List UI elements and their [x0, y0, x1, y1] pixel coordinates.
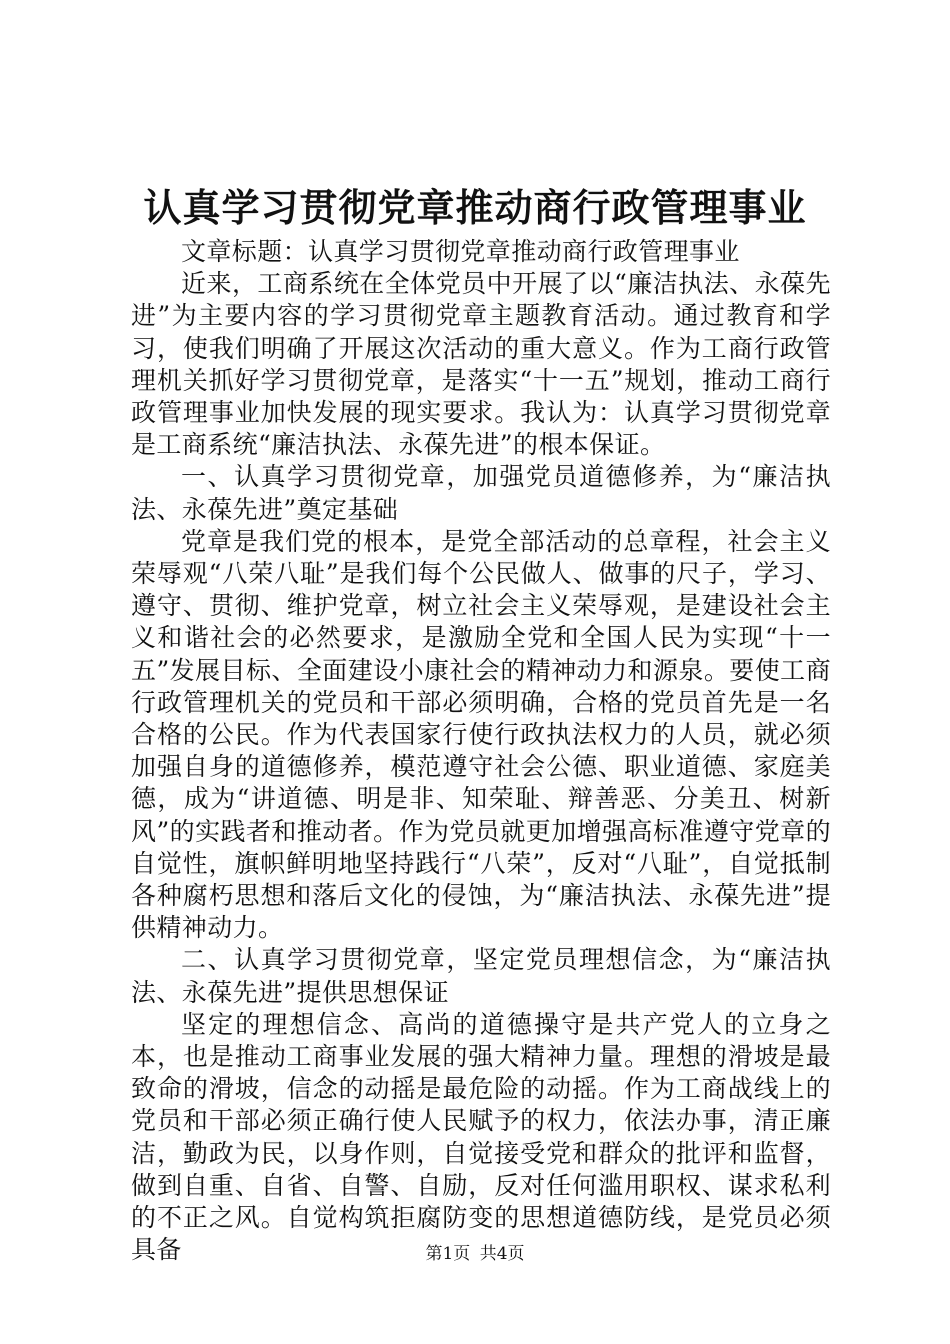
page-footer [0, 1242, 950, 1266]
section-heading-one: 一、认真学习贯彻党章，加强党员道德修养，为“廉洁执法、永葆先进”奠定基础 [131, 462, 831, 524]
section-heading-two: 二、认真学习贯彻党章，坚定党员理想信念，为“廉洁执法、永葆先进”提供思想保证 [131, 945, 831, 1007]
page-number: 第1页 [425, 1244, 471, 1264]
paragraph-section-one: 党章是我们党的根本，是党全部活动的总章程，社会主义荣辱观“八荣八耻”是我们每个公民做人、做事的尺子，学习、遵守、贯彻、维护党章，树立社会主义荣辱观，是建设社会主义和谐社会的必然要求，是激励全党和全国人民为实现“十一五”发展目标、全面建设小康社会的精神动力和源泉。要使工商行政管理机关的党员和干部必须明确，合格的党员首先是一名合格的公民。作为代表国家行使行政执法权力的人员，就必须加强自身的道德修养，模范遵守社会公德、职业道德、家庭美德，成为“讲道德、明是非、知荣耻、辩善恶、分美丑、树新风”的实践者和推动者。作为党员就更加增强高标准遵守党章的自觉性，旗帜鲜明地坚持践行“八荣”，反对“八耻”，自觉抵制各种腐朽思想和落后文化的侵蚀，为“廉洁执法、永葆先进”提供精神动力。 [131, 526, 831, 943]
paragraph-section-two: 坚定的理想信念、高尚的道德操守是共产党人的立身之本，也是推动工商事业发展的强大精神力量。理想的滑坡是最致命的滑坡，信念的动摇是最危险的动摇。作为工商战线上的党员和干部必须正确行使人民赋予的权力，依法办事，清正廉洁，勤政为民，以身作则，自觉接受党和群众的批评和监督，做到自重、自省、自警、自励，反对任何滥用职权、谋求私利的不正之风。自觉构筑拒腐防变的思想道德防线，是党员必须具备 [131, 1009, 831, 1265]
document-body [131, 236, 831, 1267]
paragraph-intro: 近来，工商系统在全体党员中开展了以“廉洁执法、永葆先进”为主要内容的学习贯彻党章主题教育活动。通过教育和学习，使我们明确了开展这次活动的重大意义。作为工商行政管理机关抓好学习贯彻党章，是落实“十一五”规划，推动工商行政管理事业加快发展的现实要求。我认为：认真学习贯彻党章是工商系统“廉洁执法、永葆先进”的根本保证。 [131, 269, 831, 460]
page-total: 共4页 [479, 1244, 525, 1264]
document-title: 认真学习贯彻党章推动商行政管理事业 [143, 185, 807, 230]
article-heading-line: 文章标题：认真学习贯彻党章推动商行政管理事业 [181, 237, 740, 266]
